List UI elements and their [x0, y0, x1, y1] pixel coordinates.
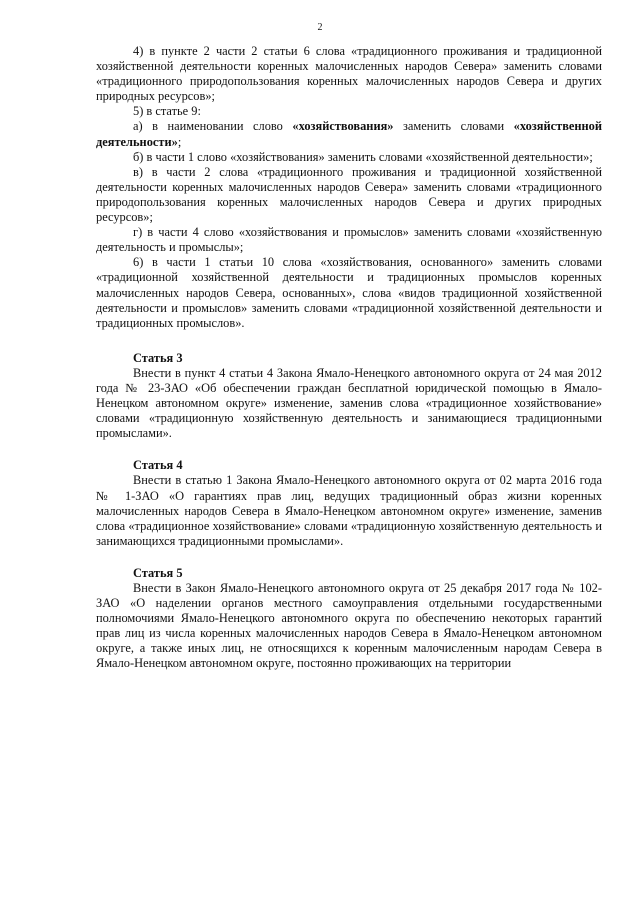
document-body: [96, 44, 602, 672]
subitem-a-bold-phrase: «хозяйственной деятельности»: [96, 119, 602, 149]
subitem-a-bold-word: «хозяйствования»: [292, 119, 394, 134]
page-number: 2: [317, 22, 323, 33]
amendment-subitem-a: [96, 119, 602, 149]
article-5-text: Внести в Закон Ямало-Ненецкого автономного округа от 25 декабря 2017 года № 102-ЗАО «О наделении органов местного самоуправления отдельными государственными полномочиями Ямало-Ненецкого автономного округа по обеспечению некоторых гарантий прав лиц из числа коренных малочисленных народов Севера в Ямало-Ненецком автономном округе, а также иных лиц, не относящихся к коренным малочисленным народам Севера в Ямало-Ненецком автономном округе, постоянно проживающих на территории: [96, 581, 602, 671]
subitem-a-text-3: ;: [177, 134, 182, 149]
amendment-item-5: 5) в статье 9:: [133, 104, 201, 119]
article-4-text: Внести в статью 1 Закона Ямало-Ненецкого автономного округа от 02 марта 2016 года № 1-ЗАО «О гарантиях прав лиц, ведущих традиционный образ жизни коренных малочисленных народов Севера в Ямало-Ненецком автономном округе» изменение, заменив слова «традиционное хозяйствование» словами «традиционную хозяйственную деятельность и занимающихся традиционными промыслами».: [96, 473, 602, 548]
subitem-a-text-1: а) в наименовании слово: [133, 119, 293, 134]
amendment-subitem-b: б) в части 1 слово «хозяйствования» заменить словами «хозяйственной деятельности»;: [133, 149, 593, 164]
amendment-item-6: 6) в части 1 статьи 10 слова «хозяйствования, основанного» заменить словами «традиционной хозяйственной деятельности и традиционных промыслов коренных малочисленных народов Севера, основанных», слова «видов традиционной хозяйственной деятельности и промыслов» заменить словами «традиционной хозяйственной деятельности и традиционных промыслов».: [96, 255, 602, 330]
article-5-title: Статья 5: [133, 565, 183, 580]
amendment-subitem-g: г) в части 4 слово «хозяйствования и промыслов» заменить словами «хозяйственную деятельность и промыслы»;: [96, 225, 602, 255]
amendment-item-4: 4) в пункте 2 части 2 статьи 6 слова «традиционного проживания и традиционной хозяйственной деятельности коренных малочисленных народов Севера» заменить словами «традиционного природопользования коренных малочисленных народов Севера и других природных ресурсов»;: [96, 44, 602, 104]
article-3-title: Статья 3: [133, 350, 183, 365]
amendment-subitem-v: в) в части 2 слова «традиционного проживания и традиционной хозяйственной деятельности коренных малочисленных народов Севера» заменить словами «традиционного природопользования коренных малочисленных народов Севера и других природных ресурсов»;: [96, 164, 602, 225]
subitem-a-text-2: заменить словами: [393, 119, 514, 134]
article-4-title: Статья 4: [133, 458, 183, 473]
article-3-text: Внести в пункт 4 статьи 4 Закона Ямало-Ненецкого автономного округа от 24 мая 2012 года № 23-ЗАО «Об обеспечении граждан бесплатной юридической помощью в Ямало-Ненецком автономном округе» изменение, заменив слова «традиционное хозяйствование» словами «традиционную хозяйственную деятельность и занимающиеся традиционными промыслами».: [96, 365, 602, 441]
